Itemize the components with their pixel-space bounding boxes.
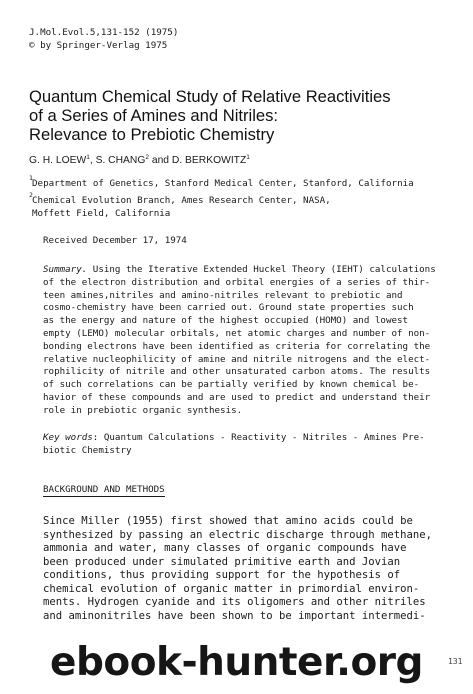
affiliation-number: 1 [29,174,33,182]
body-line: Since Miller (1955) first showed that amino acids could be [43,515,413,527]
abstract-line: role in prebiotic organic synthesis. [43,404,243,416]
author-name: S. CHANG [95,155,146,166]
title-line: Quantum Chemical Study of Relative Reactivities [29,87,391,106]
affiliation-mark: 1 [86,154,90,161]
affiliation-mark: 1 [246,154,250,161]
abstract-label: Summary. [43,264,88,275]
body-paragraph [43,515,463,623]
title-line: of a Series of Amines and Nitriles: [29,106,279,125]
author-separator: and [148,155,172,166]
body-line: ments. Hydrogen cyanide and its oligomers and other nitriles [43,596,426,608]
abstract-line: teen amines,nitriles and amino-nitriles relevant to prebiotic and [43,289,403,301]
author-name: D. BERKOWITZ [171,155,247,166]
abstract-line: empty (LEMO) molecular orbitals, net atomic charges and number of non- [43,327,431,339]
body-line: conditions, thus providing support for the hypothesis of [43,569,401,581]
abstract-line: as the energy and nature of the highest occupied (HOMO) and lowest [43,315,409,327]
affiliation-mark: 2 [145,154,149,161]
affiliation [29,174,414,190]
affiliation-number: 2 [29,191,33,199]
author-name: G. H. LOEW [29,155,87,166]
body-line: been produced under simulated primitive earth and Jovian [43,555,401,568]
affiliation-line: Chemical Evolution Branch, Ames Research Center, NASA, [32,195,331,206]
abstract [43,264,463,418]
affiliation [29,191,331,220]
paper-title [29,87,459,144]
abstract-line: cosmo-chemistry have been carried out. Ground state properties such [43,302,414,314]
body-line: and aminonitriles have been shown to be important intermedi- [43,609,426,622]
received-date: Received December 17, 1974 [43,235,187,246]
body-line: synthesized by passing an electric discharge through methane, [43,528,433,541]
keywords [43,431,463,457]
author-list [29,155,250,166]
journal-header [29,26,178,52]
body-line: ammonia and water, many classes of organic compounds have [43,542,407,554]
keywords-label: Key words [43,432,93,443]
abstract-line: bonding electrons have been identified as criteria for correlating the [43,340,431,352]
affiliation-line: Moffett Field, California [32,208,171,219]
affiliation-line: Department of Genetics, Stanford Medical Center, Stanford, California [32,178,414,189]
abstract-line: rophilicity of nitrile and other unsaturated carbon atoms. The results [43,366,431,378]
abstract-line: havior of these compounds and are used to predict and understand their [43,391,431,403]
journal-citation: J.Mol.Evol.5,131-152 (1975) [29,27,179,38]
abstract-line: relative nucleophilicity of amine and nitrile nitrogens and the elect- [43,353,431,365]
title-line: Relevance to Prebiotic Chemistry [29,125,275,144]
abstract-line: of such correlations can be partially verified by known chemical be- [43,379,420,391]
section-heading: BACKGROUND AND METHODS [43,484,165,495]
author-separator: , [89,155,96,166]
keywords-line: biotic Chemistry [43,445,132,456]
body-line: chemical evolution of organic matter in primordial environ- [43,582,420,595]
abstract-line: of the electron distribution and orbital energies of a series of thir- [43,276,431,288]
keywords-line: : Quantum Calculations - Reactivity - Nitriles - Amines Pre- [92,432,425,443]
page-number: 131 [448,657,463,666]
journal-copyright: © by Springer-Verlag 1975 [29,40,168,51]
watermark: ebook-hunter.org [50,640,423,685]
abstract-line: Using the Iterative Extended Huckel Theory (IEHT) calculations [87,264,436,275]
